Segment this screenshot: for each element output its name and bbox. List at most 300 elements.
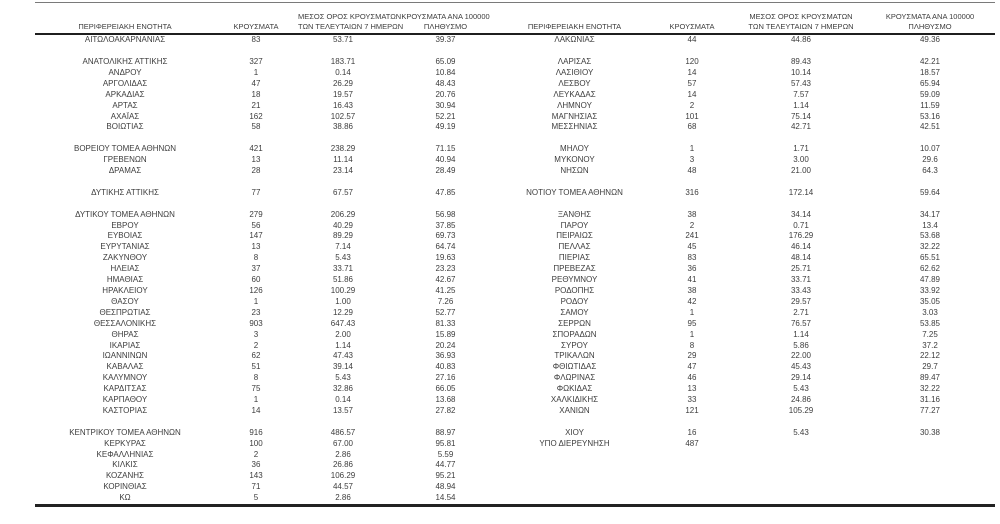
- cell-region: [502, 133, 647, 144]
- cell-region: ΗΜΑΘΙΑΣ: [106, 275, 144, 285]
- cell-cases: 903: [249, 318, 263, 328]
- cell-cases: 316: [685, 187, 699, 197]
- cell-cases: 147: [249, 231, 263, 241]
- table-row: [35, 79, 995, 90]
- cell-cases: 77: [251, 187, 261, 197]
- cell-avg7d: 33.43: [790, 285, 812, 295]
- cell-per100k: 42.21: [919, 56, 941, 66]
- cell-avg7d: 0.71: [793, 220, 809, 230]
- cell-per100k: 10.07: [919, 144, 941, 154]
- cell-per100k: [389, 199, 502, 210]
- cell-region: ΠΕΛΛΑΣ: [558, 242, 591, 252]
- cell-region: ΘΑΣΟΥ: [111, 296, 139, 306]
- cell-cases: 120: [685, 56, 699, 66]
- cell-cases: [647, 133, 737, 144]
- cell-avg7d: 172.14: [788, 187, 814, 197]
- cell-per100k: 32.22: [919, 242, 941, 252]
- table-row: [35, 286, 995, 297]
- header-line: ΚΡΟΥΣΜΑΤΑ: [669, 21, 715, 31]
- cell-cases: 68: [687, 122, 697, 132]
- cell-avg7d: 238.29: [330, 144, 356, 154]
- cell-region: ΕΥΒΟΙΑΣ: [107, 231, 143, 241]
- cell-cases: [647, 199, 737, 210]
- cell-region: [35, 199, 215, 210]
- cell-per100k: 62.62: [919, 264, 941, 274]
- cell-cases: 28: [251, 166, 261, 176]
- table-row: [35, 297, 995, 308]
- cell-per100k: 28.49: [435, 166, 456, 176]
- cell-region: ΔΡΑΜΑΣ: [108, 166, 142, 176]
- cell-per100k: 7.25: [922, 329, 938, 339]
- cell-avg7d: 44.86: [790, 35, 812, 45]
- table-row: [35, 493, 995, 505]
- cell-cases: 1: [689, 144, 695, 154]
- cell-avg7d: [297, 133, 389, 144]
- cell-region: ΠΕΙΡΑΙΩΣ: [556, 231, 593, 241]
- cell-avg7d: [297, 46, 389, 57]
- cell-avg7d: 21.00: [790, 166, 812, 176]
- cell-avg7d: [737, 177, 865, 188]
- cell-per100k: 15.89: [435, 329, 456, 339]
- cell-cases: [647, 450, 737, 461]
- cell-per100k: 77.27: [919, 405, 941, 415]
- table-header: [35, 3, 995, 35]
- cell-cases: [647, 417, 737, 428]
- cell-region: ΞΑΝΘΗΣ: [557, 209, 592, 219]
- cell-avg7d: 47.43: [332, 351, 354, 361]
- cell-avg7d: 105.29: [788, 405, 814, 415]
- cell-region: ΙΚΑΡΙΑΣ: [109, 340, 141, 350]
- table-row: [35, 264, 995, 275]
- cell-per100k: 65.51: [919, 253, 941, 263]
- cell-per100k: 20.76: [435, 89, 456, 99]
- cell-cases: 95: [687, 318, 697, 328]
- cell-cases: [215, 199, 297, 210]
- cell-avg7d: 7.14: [335, 242, 351, 252]
- cell-avg7d: 486.57: [330, 427, 356, 437]
- cell-region: ΚΕΦΑΛΛΗΝΙΑΣ: [96, 449, 154, 459]
- cell-avg7d: 89.43: [790, 56, 812, 66]
- cell-cases: 162: [249, 111, 263, 121]
- header-cases-left: [215, 3, 297, 35]
- cell-per100k: 64.74: [435, 242, 456, 252]
- cell-cases: 121: [685, 405, 699, 415]
- table-row: [35, 253, 995, 264]
- table-row: [35, 210, 995, 221]
- header-per100k-left: [389, 3, 502, 35]
- regional-cases-table: [35, 2, 995, 507]
- cell-cases: [647, 482, 737, 493]
- cell-per100k: 27.82: [435, 405, 456, 415]
- cell-per100k: 11.59: [920, 100, 940, 110]
- cell-cases: 45: [687, 242, 697, 252]
- cell-cases: 83: [687, 253, 697, 263]
- cell-avg7d: 2.00: [335, 329, 351, 339]
- table-row: [35, 460, 995, 471]
- cell-per100k: 47.85: [435, 187, 456, 197]
- cell-avg7d: 16.43: [332, 100, 354, 110]
- cell-region: ΚΙΛΚΙΣ: [112, 460, 138, 470]
- cell-region: ΛΕΣΒΟΥ: [558, 78, 591, 88]
- cell-avg7d: 2.86: [335, 493, 351, 503]
- cell-avg7d: 1.14: [793, 329, 809, 339]
- cell-cases: 42: [687, 296, 697, 306]
- cell-avg7d: [737, 46, 865, 57]
- cell-avg7d: 2.86: [335, 449, 351, 459]
- cell-per100k: 30.94: [435, 100, 456, 110]
- cell-cases: 327: [249, 56, 263, 66]
- cell-avg7d: 39.14: [332, 362, 354, 372]
- table-body: [35, 34, 995, 505]
- table-row: [35, 450, 995, 461]
- cell-region: ΝΗΣΩΝ: [560, 166, 589, 176]
- cell-region: [502, 177, 647, 188]
- cell-region: ΚΑΣΤΟΡΙΑΣ: [102, 405, 148, 415]
- table-row: [35, 231, 995, 242]
- cell-per100k: 29.6: [922, 155, 938, 165]
- cell-avg7d: 11.14: [333, 155, 353, 165]
- table-row: [35, 133, 995, 144]
- cell-per100k: 41.25: [435, 285, 456, 295]
- cell-per100k: 48.94: [435, 482, 456, 492]
- cell-per100k: 71.15: [435, 144, 456, 154]
- cell-per100k: 39.37: [435, 35, 456, 45]
- cell-per100k: 52.21: [435, 111, 456, 121]
- header-line: ΚΡΟΥΣΜΑΤΑ: [233, 21, 279, 31]
- cell-cases: [215, 133, 297, 144]
- cell-per100k: [389, 133, 502, 144]
- cell-region: ΛΕΥΚΑΔΑΣ: [553, 89, 596, 99]
- cell-avg7d: 89.29: [332, 231, 354, 241]
- cell-region: [502, 482, 647, 493]
- cell-region: ΑΝΑΤΟΛΙΚΗΣ ΑΤΤΙΚΗΣ: [82, 56, 168, 66]
- cell-cases: 36: [251, 460, 261, 470]
- cell-cases: [647, 46, 737, 57]
- table-row: [35, 417, 995, 428]
- cell-region: ΦΛΩΡΙΝΑΣ: [553, 373, 596, 383]
- cell-per100k: 49.36: [919, 35, 941, 45]
- cell-per100k: 23.23: [435, 264, 456, 274]
- header-line: ΜΕΣΟΣ ΟΡΟΣ ΚΡΟΥΣΜΑΤΩΝ: [749, 12, 853, 21]
- cell-per100k: 19.63: [435, 253, 456, 263]
- cell-region: ΚΑΡΔΙΤΣΑΣ: [103, 384, 147, 394]
- cell-cases: 1: [253, 67, 259, 77]
- header-line: ΚΡΟΥΣΜΑΤΑ ΑΝΑ 100000: [401, 12, 490, 21]
- header-line: ΠΛΗΘΥΣΜΟ: [423, 21, 468, 31]
- cell-per100k: 13.68: [435, 395, 456, 405]
- cell-region: ΠΙΕΡΙΑΣ: [558, 253, 591, 263]
- cell-region: ΚΑΛΥΜΝΟΥ: [102, 373, 148, 383]
- cell-cases: 56: [251, 220, 261, 230]
- cell-region: ΕΒΡΟΥ: [111, 220, 139, 230]
- cell-avg7d: 51.86: [332, 275, 354, 285]
- cell-avg7d: 53.71: [332, 35, 354, 45]
- cell-per100k: 47.89: [919, 275, 941, 285]
- cell-avg7d: 176.29: [788, 231, 814, 241]
- cell-cases: 126: [249, 285, 263, 295]
- table-row: [35, 122, 995, 133]
- cell-avg7d: [737, 199, 865, 210]
- cell-cases: 29: [687, 351, 697, 361]
- cell-per100k: 65.09: [435, 56, 456, 66]
- cell-avg7d: 24.86: [790, 395, 812, 405]
- cell-cases: 18: [251, 89, 261, 99]
- table-row: [35, 373, 995, 384]
- cell-avg7d: [737, 482, 865, 493]
- cell-avg7d: 44.57: [332, 482, 354, 492]
- cell-avg7d: 5.43: [793, 384, 809, 394]
- table-row: [35, 112, 995, 123]
- cell-avg7d: [297, 199, 389, 210]
- cell-region: ΔΥΤΙΚΗΣ ΑΤΤΙΚΗΣ: [91, 187, 159, 197]
- cell-region: ΘΕΣΣΑΛΟΝΙΚΗΣ: [93, 318, 157, 328]
- regional-table-container: [35, 2, 995, 507]
- cell-region: ΧΑΝΙΩΝ: [559, 405, 590, 415]
- cell-avg7d: 5.43: [335, 373, 351, 383]
- cell-cases: [647, 493, 737, 505]
- cell-per100k: 14.54: [435, 493, 456, 503]
- cell-region: [35, 46, 215, 57]
- table-row: [35, 199, 995, 210]
- cell-region: ΓΡΕΒΕΝΩΝ: [103, 155, 147, 165]
- cell-region: [502, 460, 647, 471]
- cell-cases: 33: [687, 395, 697, 405]
- table-row: [35, 428, 995, 439]
- cell-region: ΝΟΤΙΟΥ ΤΟΜΕΑ ΑΘΗΝΩΝ: [526, 187, 623, 197]
- cell-cases: 57: [687, 78, 697, 88]
- cell-avg7d: 34.14: [790, 209, 812, 219]
- table-row: [35, 275, 995, 286]
- table-row: [35, 308, 995, 319]
- table-row: [35, 482, 995, 493]
- table-row: [35, 221, 995, 232]
- header-line: ΠΕΡΙΦΕΡΕΙΑΚΗ ΕΝΟΤΗΤΑ: [527, 21, 622, 31]
- header-cases-right: [647, 3, 737, 35]
- cell-cases: [215, 177, 297, 188]
- cell-avg7d: [737, 471, 865, 482]
- cell-region: ΖΑΚΥΝΘΟΥ: [102, 253, 148, 263]
- cell-avg7d: 10.14: [790, 67, 812, 77]
- cell-per100k: [865, 439, 995, 450]
- table-row: [35, 68, 995, 79]
- cell-avg7d: 1.71: [793, 144, 809, 154]
- cell-cases: [647, 177, 737, 188]
- cell-per100k: 59.09: [919, 89, 941, 99]
- table-row: [35, 330, 995, 341]
- cell-per100k: 88.97: [435, 427, 456, 437]
- cell-cases: 13: [251, 155, 261, 165]
- header-avg7d-left: [297, 3, 404, 35]
- cell-cases: 1: [689, 307, 695, 317]
- cell-per100k: 22.12: [919, 351, 941, 361]
- cell-cases: 14: [687, 67, 697, 77]
- cell-per100k: 10.84: [435, 67, 456, 77]
- table-row: [35, 155, 995, 166]
- table-row: [35, 166, 995, 177]
- cell-per100k: 27.16: [435, 373, 456, 383]
- cell-cases: 100: [249, 438, 263, 448]
- cell-avg7d: 106.29: [330, 471, 356, 481]
- cell-avg7d: 3.00: [793, 155, 809, 165]
- cell-per100k: 29.7: [922, 362, 938, 372]
- cell-region: ΘΕΣΠΡΩΤΙΑΣ: [99, 307, 151, 317]
- cell-avg7d: 75.14: [790, 111, 812, 121]
- cell-region: [502, 417, 647, 428]
- cell-cases: 1: [689, 329, 695, 339]
- cell-cases: 13: [251, 242, 261, 252]
- cell-avg7d: [737, 133, 865, 144]
- cell-avg7d: 29.57: [790, 296, 812, 306]
- cell-cases: 62: [251, 351, 261, 361]
- cell-avg7d: 67.00: [332, 438, 354, 448]
- cell-region: [502, 471, 647, 482]
- table-row: [35, 341, 995, 352]
- cell-cases: 47: [687, 362, 697, 372]
- cell-per100k: [389, 177, 502, 188]
- cell-region: ΗΛΕΙΑΣ: [110, 264, 140, 274]
- cell-region: ΤΡΙΚΑΛΩΝ: [554, 351, 595, 361]
- table-row: [35, 57, 995, 68]
- cell-per100k: 3.03: [922, 307, 938, 317]
- cell-region: ΥΠΟ ΔΙΕΡΕΥΝΗΣΗ: [539, 438, 610, 448]
- table-row: [35, 406, 995, 417]
- cell-avg7d: 1.14: [793, 100, 809, 110]
- cell-cases: 16: [687, 427, 697, 437]
- cell-cases: 83: [251, 35, 261, 45]
- cell-region: ΛΑΣΙΘΙΟΥ: [555, 67, 594, 77]
- cell-avg7d: 40.29: [332, 220, 354, 230]
- cell-per100k: [865, 471, 995, 482]
- cell-per100k: 69.73: [435, 231, 456, 241]
- header-line: ΤΩΝ ΤΕΛΕΥΤΑΙΩΝ 7 ΗΜΕΡΩΝ: [298, 21, 404, 31]
- cell-region: ΣΠΟΡΑΔΩΝ: [552, 329, 597, 339]
- table-row: [35, 242, 995, 253]
- cell-cases: 46: [687, 373, 697, 383]
- cell-avg7d: 5.86: [793, 340, 809, 350]
- cell-region: [502, 493, 647, 505]
- header-per100k-right: [865, 3, 995, 35]
- cell-region: ΚΟΖΑΝΗΣ: [105, 471, 145, 481]
- table-row: [35, 471, 995, 482]
- cell-region: ΒΟΙΩΤΙΑΣ: [106, 122, 144, 132]
- table-row: [35, 384, 995, 395]
- cell-cases: 58: [251, 122, 261, 132]
- table-row: [35, 188, 995, 199]
- cell-cases: 21: [251, 100, 261, 110]
- cell-cases: 71: [251, 482, 261, 492]
- cell-avg7d: [737, 493, 865, 505]
- cell-cases: [215, 46, 297, 57]
- cell-cases: 421: [249, 144, 263, 154]
- cell-region: ΡΟΔΟΠΗΣ: [554, 285, 595, 295]
- header-avg7d-right: [737, 3, 865, 35]
- cell-per100k: 65.94: [919, 78, 941, 88]
- cell-per100k: 33.92: [919, 285, 941, 295]
- cell-per100k: 36.93: [435, 351, 456, 361]
- cell-per100k: 81.33: [435, 318, 456, 328]
- cell-per100k: [865, 199, 995, 210]
- cell-avg7d: 206.29: [330, 209, 356, 219]
- cell-region: ΜΗΛΟΥ: [560, 144, 589, 154]
- cell-region: ΣΕΡΡΩΝ: [558, 318, 591, 328]
- cell-per100k: 32.22: [919, 384, 941, 394]
- cell-cases: 23: [251, 307, 261, 317]
- cell-region: ΑΡΚΑΔΙΑΣ: [105, 89, 145, 99]
- cell-cases: 8: [253, 253, 259, 263]
- cell-region: ΜΥΚΟΝΟΥ: [554, 155, 595, 165]
- cell-cases: 1: [253, 395, 259, 405]
- cell-avg7d: 42.71: [790, 122, 812, 132]
- cell-cases: [647, 471, 737, 482]
- cell-per100k: 40.83: [435, 362, 456, 372]
- cell-per100k: 30.38: [919, 427, 941, 437]
- cell-cases: 48: [687, 166, 697, 176]
- cell-avg7d: 647.43: [330, 318, 356, 328]
- cell-per100k: [865, 493, 995, 505]
- cell-avg7d: [737, 450, 865, 461]
- cell-avg7d: 1.00: [335, 296, 351, 306]
- cell-avg7d: 48.14: [790, 253, 812, 263]
- cell-avg7d: [737, 460, 865, 471]
- cell-region: ΣΥΡΟΥ: [561, 340, 588, 350]
- cell-per100k: 52.77: [435, 307, 456, 317]
- cell-avg7d: 22.00: [790, 351, 812, 361]
- header-line: ΠΕΡΙΦΕΡΕΙΑΚΗ ΕΝΟΤΗΤΑ: [78, 21, 172, 31]
- cell-region: ΙΩΑΝΝΙΝΩΝ: [102, 351, 148, 361]
- cell-cases: 75: [251, 384, 261, 394]
- cell-region: ΘΗΡΑΣ: [111, 329, 139, 339]
- cell-cases: [647, 460, 737, 471]
- cell-region: ΑΡΤΑΣ: [112, 100, 138, 110]
- cell-region: ΗΡΑΚΛΕΙΟΥ: [102, 285, 148, 295]
- cell-avg7d: 26.86: [332, 460, 354, 470]
- header-line: ΜΕΣΟΣ ΟΡΟΣ ΚΡΟΥΣΜΑΤΩΝ: [298, 12, 402, 21]
- cell-region: ΣΑΜΟΥ: [560, 307, 589, 317]
- cell-region: ΠΡΕΒΕΖΑΣ: [553, 264, 596, 274]
- cell-per100k: 37.2: [922, 340, 938, 350]
- cell-cases: 101: [685, 111, 699, 121]
- cell-avg7d: 67.57: [332, 187, 354, 197]
- cell-cases: 60: [251, 275, 261, 285]
- cell-cases: 14: [687, 89, 697, 99]
- cell-cases: 487: [685, 438, 699, 448]
- cell-cases: 2: [689, 100, 695, 110]
- cell-avg7d: 5.43: [793, 427, 809, 437]
- cell-region: ΚΕΝΤΡΙΚΟΥ ΤΟΜΕΑ ΑΘΗΝΩΝ: [69, 427, 181, 437]
- cell-avg7d: 183.71: [330, 56, 356, 66]
- cell-region: ΚΩ: [119, 493, 131, 503]
- cell-cases: 41: [687, 275, 697, 285]
- cell-cases: 36: [687, 264, 697, 274]
- cell-per100k: 95.21: [435, 471, 456, 481]
- cell-per100k: 42.67: [435, 275, 456, 285]
- table-row: [35, 177, 995, 188]
- cell-cases: 51: [251, 362, 261, 372]
- header-region-right: [502, 3, 647, 35]
- cell-per100k: 7.26: [437, 296, 454, 306]
- cell-avg7d: 26.29: [332, 78, 354, 88]
- cell-cases: 3: [253, 329, 259, 339]
- header-region-left: [35, 3, 215, 35]
- cell-per100k: 53.16: [919, 111, 941, 121]
- cell-region: ΜΕΣΣΗΝΙΑΣ: [551, 122, 598, 132]
- cell-per100k: 89.47: [919, 373, 941, 383]
- cell-cases: 2: [253, 449, 259, 459]
- cell-region: ΑΙΤΩΛΟΑΚΑΡΝΑΝΙΑΣ: [84, 35, 166, 45]
- cell-per100k: [389, 417, 502, 428]
- cell-region: [502, 199, 647, 210]
- cell-avg7d: 23.14: [332, 166, 354, 176]
